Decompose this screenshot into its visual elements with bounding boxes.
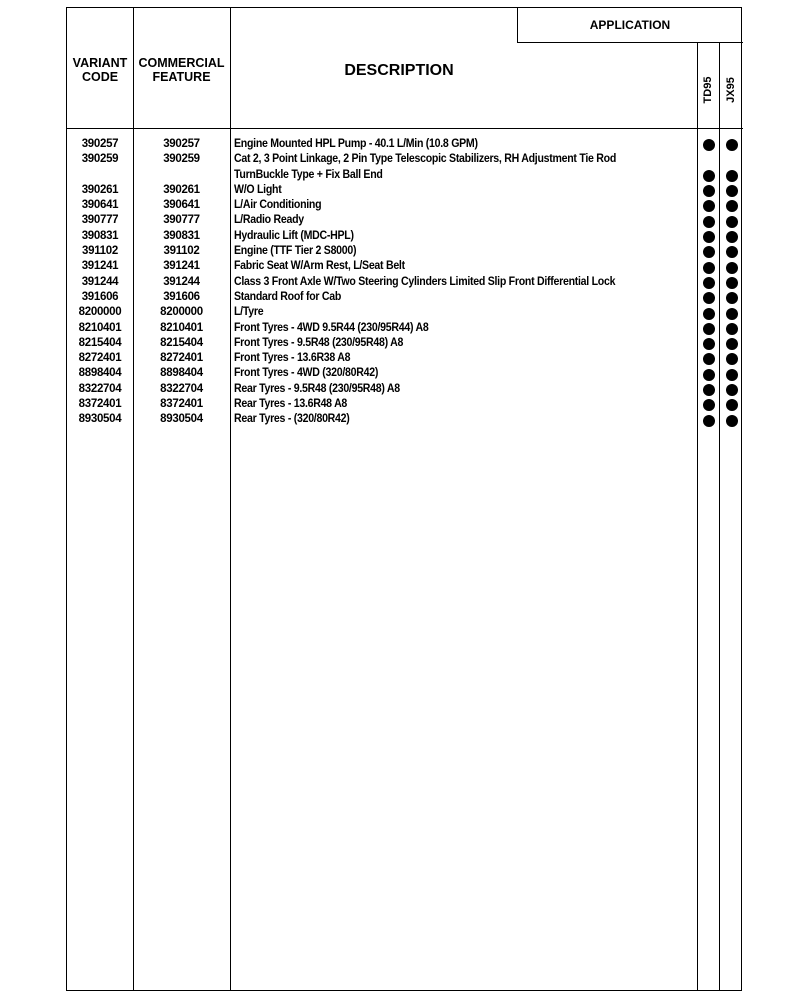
description-cell (234, 183, 657, 198)
jx95-applicable-dot (726, 262, 738, 274)
variant-code-cell: 390261 (81, 183, 119, 196)
description-cell (234, 382, 657, 397)
description-line: Standard Roof for Cab (234, 290, 342, 303)
parts-table (66, 7, 742, 991)
description-line: Class 3 Front Axle W/Two Steering Cylinders Limited Slip Front Differential Lock (234, 275, 616, 288)
description-line: Hydraulic Lift (MDC-HPL) (234, 229, 354, 242)
commercial-feature-cell: 8200000 (160, 306, 203, 319)
jx95-applicable-dot (726, 338, 738, 350)
td95-applicable-dot (703, 170, 715, 182)
description-cell (234, 152, 657, 183)
commercial-feature-cell: 390641 (163, 199, 200, 212)
variant-code-cell: 390257 (81, 138, 119, 150)
variant-code-cell: 8215404 (78, 336, 122, 349)
td95-applicable-dot (703, 292, 715, 304)
description-line: Front Tyres - 13.6R38 A8 (234, 352, 351, 365)
jx95-applicable-dot (726, 277, 738, 289)
td95-applicable-dot (703, 246, 715, 258)
description-line: Front Tyres - 4WD 9.5R44 (230/95R44) A8 (234, 321, 429, 334)
description-line: Fabric Seat W/Arm Rest, L/Seat Belt (234, 260, 405, 273)
td95-applicable-dot (703, 262, 715, 274)
description-line: W/O Light (234, 183, 282, 196)
table-row (67, 305, 743, 320)
td95-applicable-dot (703, 384, 715, 396)
commercial-feature-cell: 8215404 (160, 336, 203, 349)
table-row (67, 366, 743, 381)
table-row (67, 397, 743, 412)
description-cell (234, 336, 657, 351)
commercial-feature-cell: 8322704 (160, 382, 203, 395)
description-line: Front Tyres - 9.5R48 (230/95R48) A8 (234, 336, 404, 349)
td95-applicable-dot (703, 399, 715, 411)
table-row (67, 244, 743, 259)
header-divider (67, 128, 743, 129)
commercial-feature-cell: 391244 (163, 275, 200, 288)
jx95-applicable-dot (726, 415, 738, 427)
application-box-divider (517, 42, 743, 43)
variant-code-cell: 8200000 (78, 306, 122, 319)
table-row (67, 229, 743, 244)
commercial-feature-cell: 8930504 (160, 413, 203, 426)
variant-code-cell: 390831 (81, 229, 119, 242)
variant-code-cell: 8930504 (78, 413, 122, 426)
variant-code-cell: 391606 (81, 290, 119, 303)
variant-code-cell: 391244 (81, 275, 119, 288)
description-cell (234, 412, 657, 427)
application-header: APPLICATION (589, 18, 671, 32)
description-cell (234, 351, 657, 366)
table-row (67, 275, 743, 290)
td95-applicable-dot (703, 338, 715, 350)
variant-code-header-line: VARIANT (72, 56, 128, 70)
jx95-applicable-dot (726, 369, 738, 381)
variant-code-cell: 390641 (81, 199, 119, 212)
td95-applicable-dot (703, 277, 715, 289)
commercial-feature-cell: 390777 (163, 214, 200, 227)
commercial-feature-cell: 391102 (163, 245, 200, 258)
td95-applicable-dot (703, 216, 715, 228)
description-cell (234, 137, 657, 152)
description-cell (234, 198, 657, 213)
jx95-applicable-dot (726, 139, 738, 151)
commercial-feature-header-line: COMMERCIAL (138, 56, 225, 70)
description-line: Rear Tyres - 9.5R48 (230/95R48) A8 (234, 382, 400, 395)
table-row (67, 351, 743, 366)
commercial-feature-cell: 390831 (163, 229, 200, 242)
table-row (67, 321, 743, 336)
table-row (67, 412, 743, 427)
table-row (67, 183, 743, 198)
description-header: DESCRIPTION (344, 62, 454, 79)
td95-applicable-dot (703, 353, 715, 365)
commercial-feature-cell: 8372401 (160, 398, 203, 411)
table-row (67, 382, 743, 397)
td95-applicable-dot (703, 139, 715, 151)
table-row (67, 259, 743, 274)
commercial-feature-header (133, 56, 230, 84)
variant-code-cell: 390777 (81, 214, 119, 227)
variant-code-cell: 8210401 (78, 321, 122, 334)
variant-code-cell: 8372401 (78, 398, 122, 411)
description-cell (234, 305, 657, 320)
model-jx95-header: JX95 (725, 77, 737, 103)
jx95-applicable-dot (726, 246, 738, 258)
variant-code-cell: 8322704 (78, 382, 122, 395)
description-line: Front Tyres - 4WD (320/80R42) (234, 367, 379, 380)
jx95-applicable-dot (726, 200, 738, 212)
table-row (67, 152, 743, 183)
commercial-feature-cell: 391606 (163, 290, 200, 303)
td95-applicable-dot (703, 323, 715, 335)
variant-code-cell: 8898404 (78, 367, 122, 380)
commercial-feature-cell: 391241 (163, 260, 200, 273)
description-cell (234, 290, 657, 305)
jx95-applicable-dot (726, 231, 738, 243)
td95-applicable-dot (703, 369, 715, 381)
description-cell (234, 213, 657, 228)
model-td95-header: TD95 (702, 76, 714, 104)
jx95-applicable-dot (726, 292, 738, 304)
commercial-feature-cell: 8898404 (160, 367, 203, 380)
variant-code-cell: 8272401 (78, 352, 122, 365)
description-cell (234, 244, 657, 259)
variant-code-cell: 391241 (81, 260, 119, 273)
jx95-applicable-dot (726, 170, 738, 182)
td95-applicable-dot (703, 185, 715, 197)
description-line: L/Radio Ready (234, 214, 304, 227)
table-row (67, 290, 743, 305)
commercial-feature-cell: 8272401 (160, 352, 203, 365)
jx95-applicable-dot (726, 399, 738, 411)
variant-code-cell: 391102 (82, 245, 118, 258)
jx95-applicable-dot (726, 185, 738, 197)
jx95-applicable-dot (726, 308, 738, 320)
description-line: Cat 2, 3 Point Linkage, 2 Pin Type Telescopic Stabilizers, RH Adjustment Tie Rod (234, 153, 617, 166)
description-cell (234, 366, 657, 381)
description-line: Rear Tyres - 13.6R48 A8 (234, 398, 348, 411)
commercial-feature-cell: 8210401 (160, 321, 203, 334)
description-line: TurnBuckle Type + Fix Ball End (234, 168, 383, 181)
jx95-applicable-dot (726, 353, 738, 365)
table-row (67, 198, 743, 213)
description-cell (234, 259, 657, 274)
description-line: Engine (TTF Tier 2 S8000) (234, 245, 357, 258)
description-cell (234, 321, 657, 336)
jx95-applicable-dot (726, 384, 738, 396)
table-row (67, 213, 743, 228)
description-line: L/Air Conditioning (234, 199, 322, 212)
variant-code-header (67, 56, 133, 84)
table-row (67, 137, 743, 152)
td95-applicable-dot (703, 200, 715, 212)
description-line: Engine Mounted HPL Pump - 40.1 L/Min (10.8 GPM) (234, 138, 478, 150)
commercial-feature-cell: 390257 (163, 138, 200, 150)
description-line: Rear Tyres - (320/80R42) (234, 413, 350, 426)
description-cell (234, 229, 657, 244)
td95-applicable-dot (703, 308, 715, 320)
td95-applicable-dot (703, 415, 715, 427)
description-cell (234, 275, 657, 290)
variant-code-header-line: CODE (81, 70, 119, 84)
jx95-applicable-dot (726, 216, 738, 228)
td95-applicable-dot (703, 231, 715, 243)
commercial-feature-cell: 390259 (163, 153, 200, 166)
table-body (67, 137, 743, 428)
description-cell (234, 397, 657, 412)
commercial-feature-cell: 390261 (163, 183, 200, 196)
description-line: L/Tyre (234, 306, 264, 319)
variant-code-cell: 390259 (81, 153, 119, 166)
table-row (67, 336, 743, 351)
commercial-feature-header-line: FEATURE (152, 70, 211, 84)
jx95-applicable-dot (726, 323, 738, 335)
